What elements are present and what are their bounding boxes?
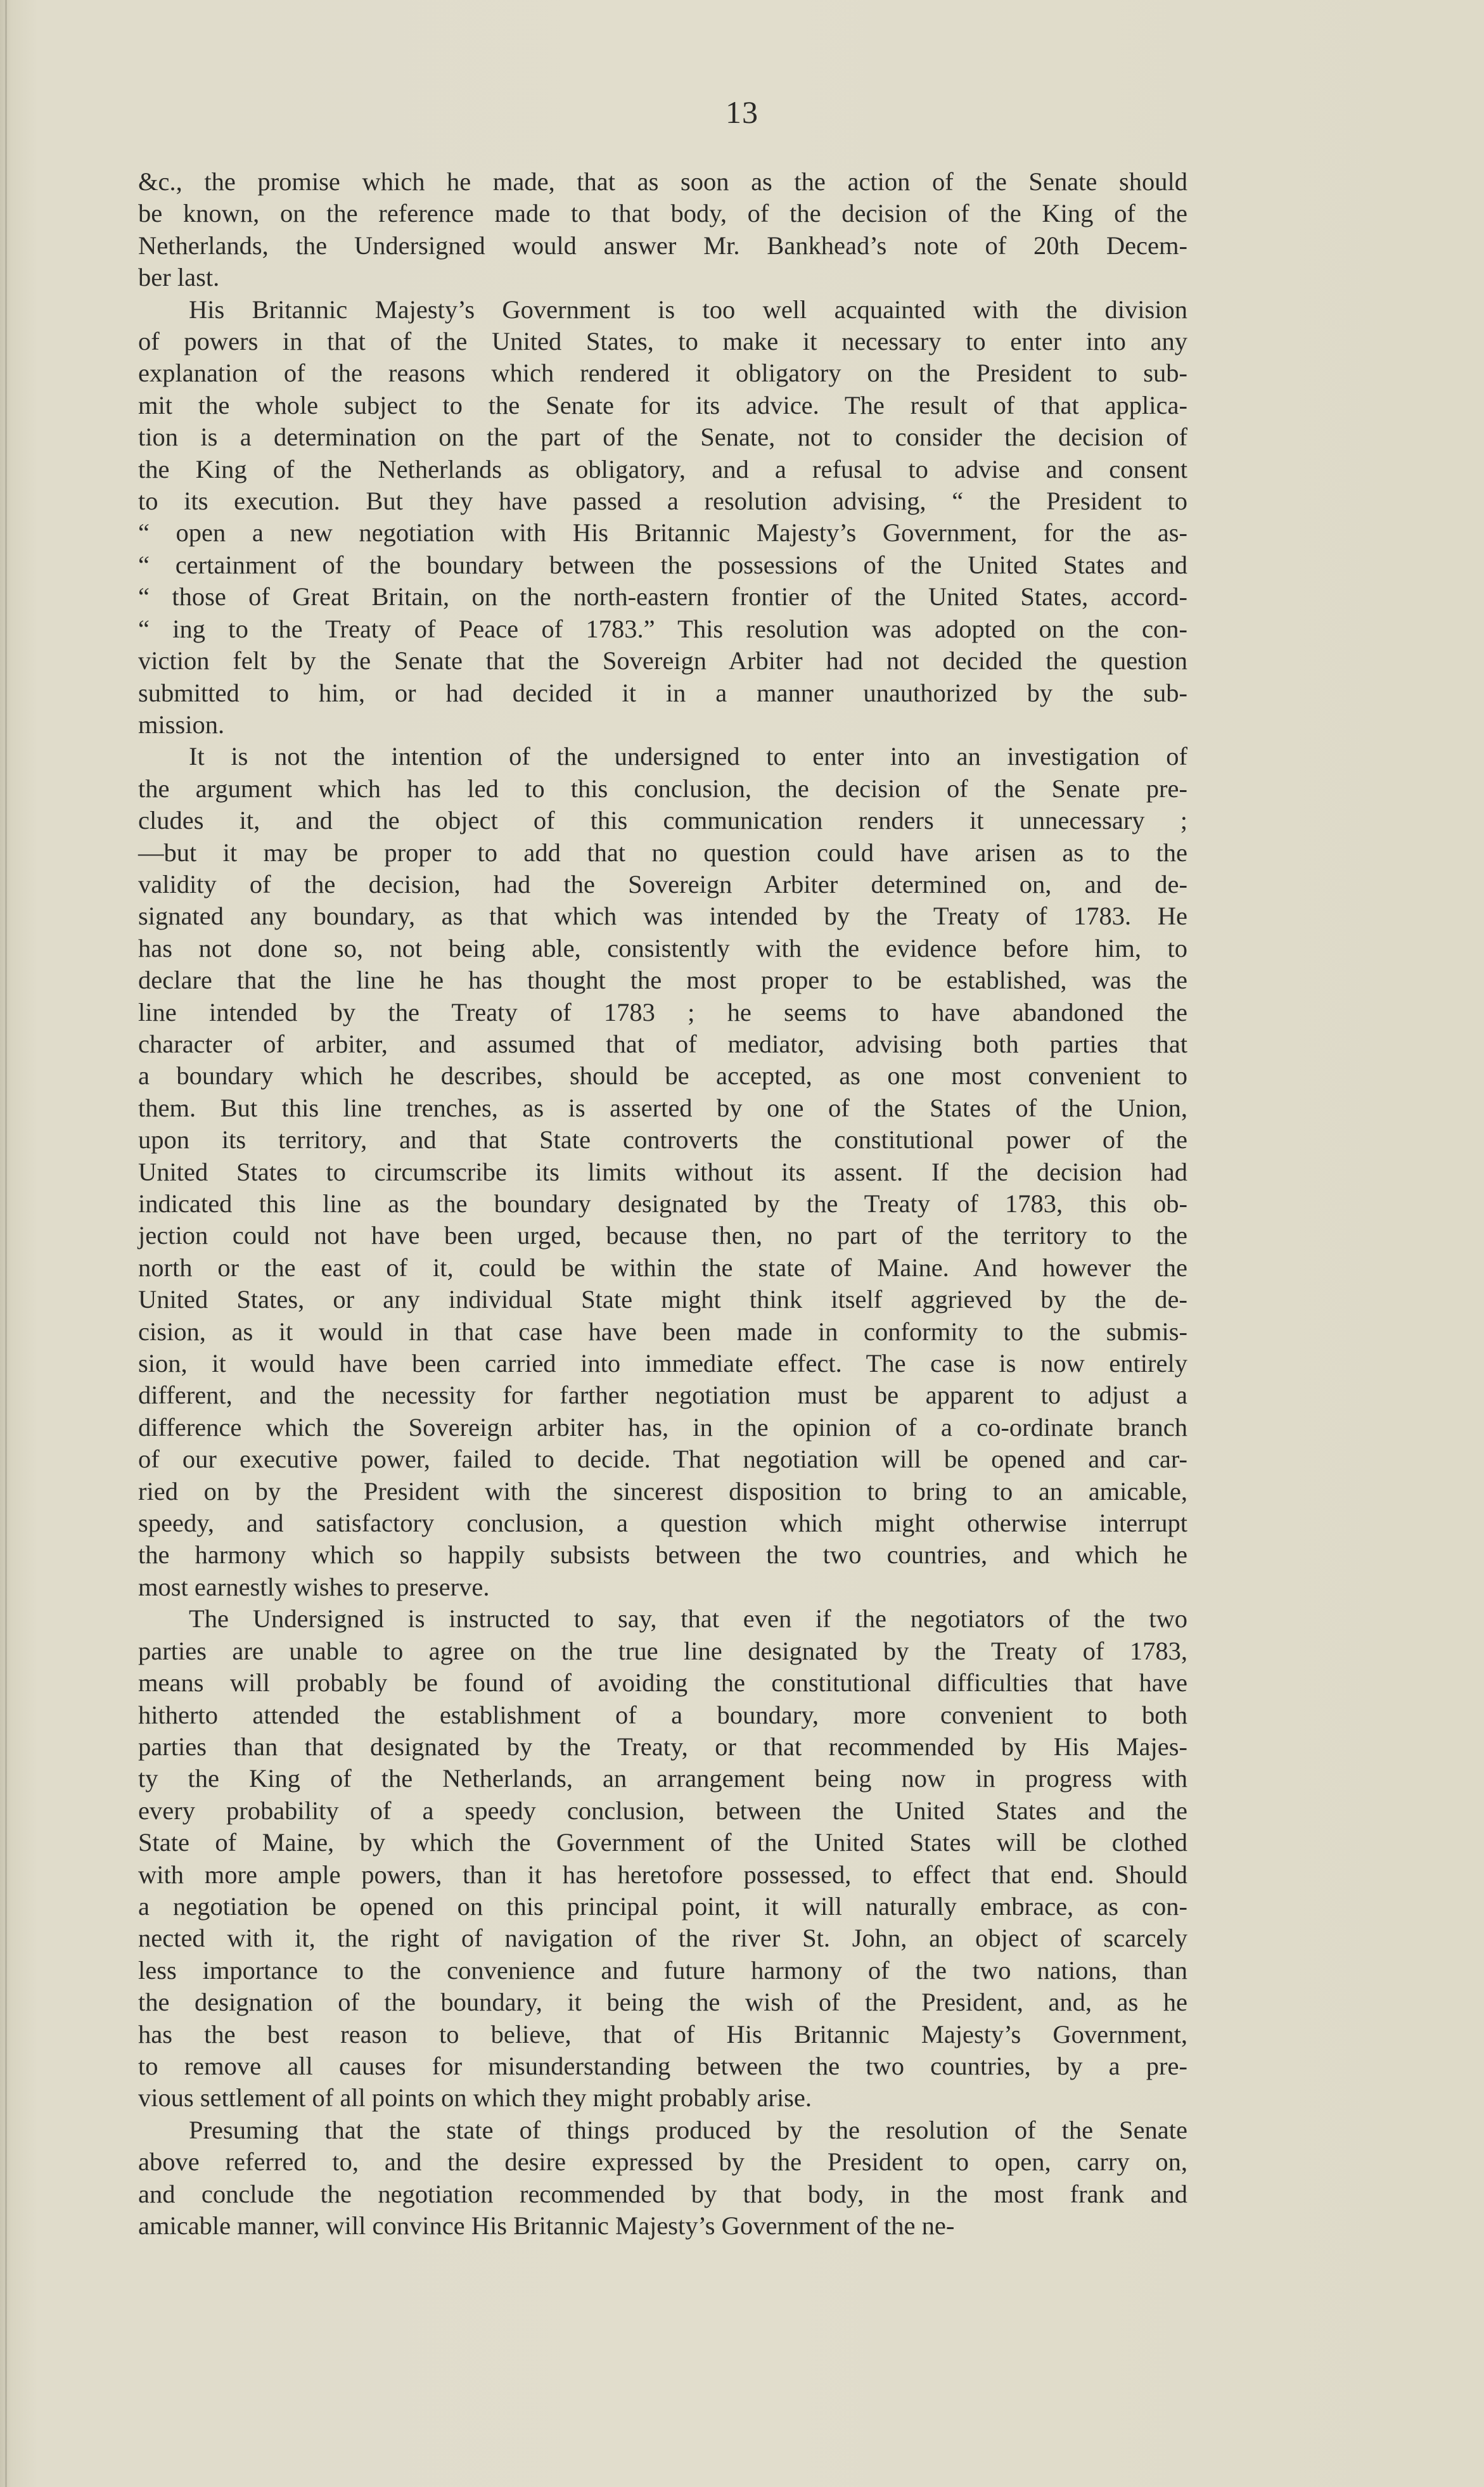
text-line: —but it may be proper to add that no question could have arisen as to the	[138, 838, 1187, 867]
text-line: to its execution. But they have passed a resolution advising, “ the President to	[138, 487, 1187, 516]
text-line: signated any boundary, as that which was intended by the Treaty of 1783. He	[138, 902, 1187, 931]
paragraph	[138, 294, 1187, 741]
text-line: parties than that designated by the Treaty, or that recommended by His Majes-	[138, 1732, 1187, 1761]
text-line: parties are unable to agree on the true line designated by the Treaty of 1783,	[138, 1636, 1187, 1665]
text-line: sion, it would have been carried into immediate effect. The case is now entirely	[138, 1349, 1187, 1378]
text-line: of our executive power, failed to decide. That negotiation will be opened and car-	[138, 1445, 1187, 1474]
text-line: &c., the promise which he made, that as soon as the action of the Senate should	[138, 167, 1187, 196]
text-line: line intended by the Treaty of 1783 ; he seems to have abandoned the	[138, 997, 1187, 1026]
text-line: Presuming that the state of things produced by the resolution of the Senate	[189, 2115, 1187, 2144]
text-line: hitherto attended the establishment of a boundary, more convenient to both	[138, 1700, 1187, 1729]
text-line: mit the whole subject to the Senate for its advice. The result of that applica-	[138, 390, 1187, 419]
body-text	[138, 166, 1187, 2242]
text-line: explanation of the reasons which rendered it obligatory on the President to sub-	[138, 359, 1187, 388]
text-line: most earnestly wishes to preserve.	[138, 1572, 490, 1601]
text-line: State of Maine, by which the Government of the United States will be clothed	[138, 1828, 1187, 1857]
text-line: United States, or any individual State might think itself aggrieved by the de-	[138, 1285, 1187, 1314]
text-line: declare that the line he has thought the most proper to be established, was the	[138, 966, 1187, 995]
text-line: the King of the Netherlands as obligatory, and a refusal to advise and consent	[138, 454, 1187, 483]
text-line: submitted to him, or had decided it in a manner unauthorized by the sub-	[138, 678, 1187, 707]
text-line: amicable manner, will convince His Britannic Majesty’s Government of the ne-	[138, 2211, 955, 2240]
text-line: above referred to, and the desire expressed by the President to open, carry on,	[138, 2147, 1187, 2177]
text-line: indicated this line as the boundary designated by the Treaty of 1783, this ob-	[138, 1189, 1187, 1218]
text-line: speedy, and satisfactory conclusion, a question which might otherwise interrupt	[138, 1509, 1187, 1538]
text-line: Netherlands, the Undersigned would answer Mr. Bankhead’s note of 20th Decem-	[138, 231, 1187, 260]
text-line: “ those of Great Britain, on the north-eastern frontier of the United States, accord-	[138, 582, 1187, 611]
text-line: United States to circumscribe its limits without its assent. If the decision had	[138, 1157, 1187, 1186]
text-line: the argument which has led to this conclusion, the decision of the Senate pre-	[138, 774, 1187, 803]
text-line: ty the King of the Netherlands, an arrangement being now in progress with	[138, 1764, 1187, 1793]
text-line: them. But this line trenches, as is asserted by one of the States of the Union,	[138, 1093, 1187, 1122]
text-line: tion is a determination on the part of the Senate, not to consider the decision of	[138, 423, 1187, 452]
paragraph	[138, 741, 1187, 1603]
paragraph	[138, 2114, 1187, 2242]
text-line: cision, as it would in that case have been made in conformity to the submis-	[138, 1317, 1187, 1346]
text-line: be known, on the reference made to that body, of the decision of the King of the	[138, 199, 1187, 228]
text-line: nected with it, the right of navigation of the river St. John, an object of scarcely	[138, 1924, 1187, 1953]
text-line: upon its territory, and that State controverts the constitutional power of the	[138, 1125, 1187, 1154]
paragraph	[138, 1603, 1187, 2114]
text-line: “ open a new negotiation with His Britannic Majesty’s Government, for the as-	[138, 518, 1187, 547]
text-line: the designation of the boundary, it being the wish of the President, and, as he	[138, 1988, 1187, 2017]
text-line: vious settlement of all points on which they might probably arise.	[138, 2083, 812, 2113]
text-line: It is not the intention of the undersigned to enter into an investigation of	[189, 742, 1187, 771]
text-line: ber last.	[138, 263, 220, 292]
text-line: the harmony which so happily subsists between the two countries, and which he	[138, 1540, 1187, 1570]
text-line: “ certainment of the boundary between the possessions of the United States and	[138, 550, 1187, 579]
text-line: The Undersigned is instructed to say, that even if the negotiators of the two	[189, 1604, 1187, 1633]
text-line: has not done so, not being able, consistently with the evidence before him, to	[138, 933, 1187, 962]
text-line: validity of the decision, had the Sovereign Arbiter determined on, and de-	[138, 869, 1187, 898]
text-line: difference which the Sovereign arbiter has, in the opinion of a co-ordinate branch	[138, 1412, 1187, 1442]
text-line: His Britannic Majesty’s Government is too well acquainted with the division	[189, 295, 1187, 324]
text-line: of powers in that of the United States, to make it necessary to enter into any	[138, 327, 1187, 356]
text-line: mission.	[138, 710, 225, 739]
text-line: ried on by the President with the sincerest disposition to bring to an amicable,	[138, 1476, 1187, 1506]
text-line: with more ample powers, than it has heretofore possessed, to effect that end. Should	[138, 1860, 1187, 1889]
text-line: different, and the necessity for farther negotiation must be apparent to adjust a	[138, 1381, 1187, 1410]
text-line: and conclude the negotiation recommended by that body, in the most frank and	[138, 2179, 1187, 2208]
text-line: cludes it, and the object of this communication renders it unnecessary ;	[138, 806, 1187, 835]
text-line: north or the east of it, could be within the state of Maine. And however the	[138, 1253, 1187, 1282]
text-line: viction felt by the Senate that the Sovereign Arbiter had not decided the question	[138, 646, 1187, 675]
text-line: less importance to the convenience and future harmony of the two nations, than	[138, 1955, 1187, 1985]
paragraph	[138, 166, 1187, 294]
text-line: a negotiation be opened on this principal point, it will naturally embrace, as con-	[138, 1891, 1187, 1921]
text-line: every probability of a speedy conclusion, between the United States and the	[138, 1796, 1187, 1825]
text-line: a boundary which he describes, should be accepted, as one most convenient to	[138, 1061, 1187, 1090]
text-line: means will probably be found of avoiding the constitutional difficulties that have	[138, 1668, 1187, 1697]
binding-edge	[5, 0, 7, 2487]
page-number: 13	[726, 94, 758, 130]
text-line: character of arbiter, and assumed that of mediator, advising both parties that	[138, 1029, 1187, 1058]
text-line: to remove all causes for misunderstanding between the two countries, by a pre-	[138, 2051, 1187, 2080]
text-line: jection could not have been urged, because then, no part of the territory to the	[138, 1221, 1187, 1250]
text-line: has the best reason to believe, that of His Britannic Majesty’s Government,	[138, 2019, 1187, 2049]
text-line: “ ing to the Treaty of Peace of 1783.” This resolution was adopted on the con-	[138, 614, 1187, 643]
